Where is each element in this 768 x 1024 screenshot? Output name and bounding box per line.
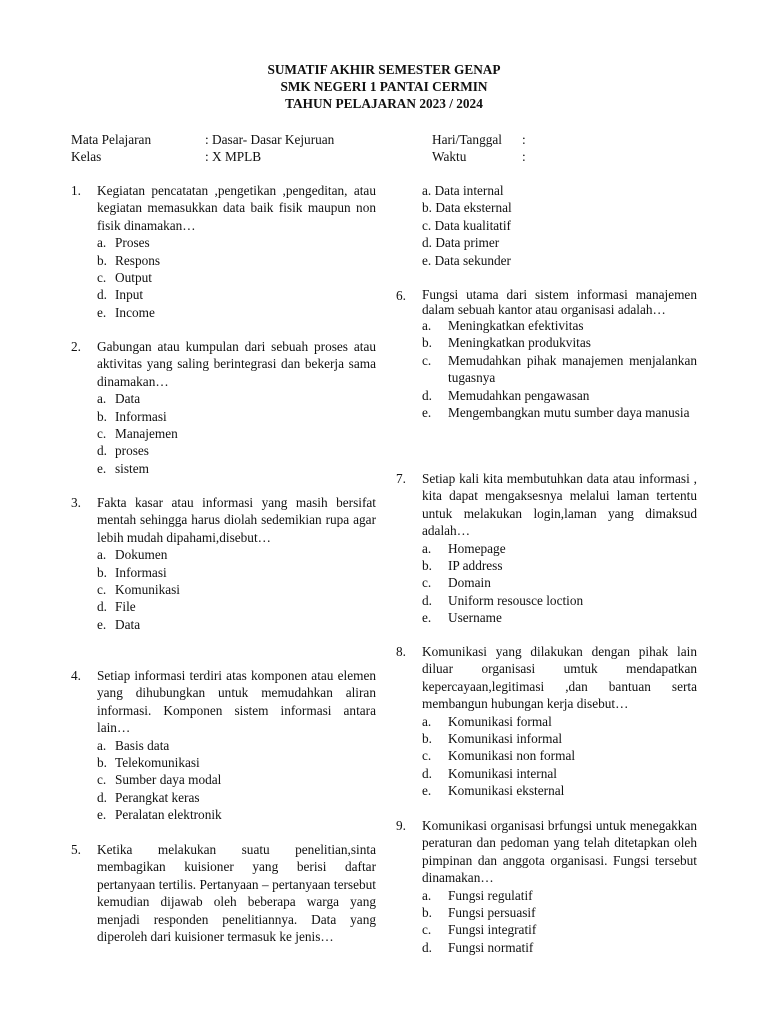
school-name: SMK NEGERI 1 PANTAI CERMIN <box>280 79 488 94</box>
option: a. Komunikasi formal <box>422 713 552 729</box>
option: a. Basis data <box>97 737 170 753</box>
question-text: Komunikasi organisasi brfungsi untuk menegakkan peraturan dan pedoman yang telah ditetapkan oleh pimpinan dan anggota organisasi. Fungsi tersebut dinamakan… <box>422 818 697 886</box>
option: a. Dokumen <box>97 547 168 563</box>
question-number: 4. <box>71 668 81 683</box>
class-label: Kelas <box>71 149 102 164</box>
question-text: Komunikasi yang dilakukan dengan pihak lain diluar organisasi umtuk mendapatkan kepercayaan,legitimasi ,dan bantuan serta membangun hubungan kerja disebut… <box>422 644 697 712</box>
option: c. Output <box>97 270 152 286</box>
option: d. File <box>97 599 136 615</box>
question-number: 7. <box>396 471 406 486</box>
subject-label: Mata Pelajaran <box>71 132 152 147</box>
question-number: 6. <box>396 288 406 303</box>
date-label: Hari/Tanggal <box>432 132 502 147</box>
question-text: Fungsi utama dari sistem informasi manajemen dalam sebuah kantor atau organisasi adalah… <box>422 287 697 317</box>
question-text: Fakta kasar atau informasi yang masih bersifat mentah sehingga harus diolah sedemikian rupa agar lebih mudah dipahami,disebut… <box>97 495 376 545</box>
question-number: 9. <box>396 818 406 833</box>
option: d. Perangkat keras <box>97 789 200 805</box>
option: b. Respons <box>97 252 161 268</box>
option: e. Komunikasi eksternal <box>422 783 565 799</box>
option: a. Fungsi regulatif <box>422 887 533 903</box>
option: b. Data eksternal <box>422 200 512 216</box>
subject-value: : Dasar- Dasar Kejuruan <box>205 132 335 147</box>
question-text: Kegiatan pencatatan ,pengetikan ,pengeditan, atau kegiatan memasukkan data baik fisik maupun non fisik dinamakan… <box>97 183 376 233</box>
option: b. Meningkatkan produkvitas <box>422 335 591 351</box>
question-6 <box>396 287 697 421</box>
option: d. Data primer <box>422 235 500 251</box>
question-text: Setiap informasi terdiri atas komponen atau elemen yang dihubungkan untuk memudahkan aliran informasi. Komponen sistem informasi antara lain… <box>97 668 376 736</box>
option: e. Username <box>422 610 502 626</box>
option: b. Informasi <box>97 564 167 580</box>
option: b. Informasi <box>97 408 167 424</box>
option: d. Uniform resousce loction <box>422 592 584 608</box>
question-text: Setiap kali kita membutuhkan data atau informasi , kita dapat mengaksesnya melalui laman tertentu untuk melakukan login,laman yang dimaksud adalah… <box>422 471 697 539</box>
option: b. Fungsi persuasif <box>422 905 536 921</box>
option: c. Domain <box>422 575 491 591</box>
question-5 <box>71 841 376 945</box>
exam-title: SUMATIF AKHIR SEMESTER GENAP <box>267 62 501 77</box>
question-number: 1. <box>71 183 81 198</box>
option: a. Proses <box>97 235 150 251</box>
question-9 <box>396 817 697 956</box>
question-3 <box>71 494 376 633</box>
option: c. Fungsi integratif <box>422 922 537 938</box>
option: d. proses <box>97 443 149 459</box>
option: e. Mengembangkan mutu sumber daya manusia <box>422 405 690 421</box>
option: c. Komunikasi <box>97 582 181 598</box>
option: e. sistem <box>97 460 149 476</box>
option: a. Meningkatkan efektivitas <box>422 318 584 333</box>
class-value: : X MPLB <box>205 149 262 164</box>
option: e. Data <box>97 616 141 632</box>
academic-year: TAHUN PELAJARAN 2023 / 2024 <box>285 96 483 111</box>
option: b. Komunikasi informal <box>422 731 563 747</box>
option: d. Input <box>97 287 144 303</box>
question-number: 5. <box>71 842 81 857</box>
option: b. IP address <box>422 558 503 574</box>
question-8 <box>396 643 697 800</box>
question-4 <box>71 667 376 824</box>
question-text: Gabungan atau kumpulan dari sebuah proses atau aktivitas yang saling berintegrasi dan bekerja sama dinamakan… <box>97 339 376 389</box>
option: a. Data <box>97 391 141 407</box>
time-value: : <box>522 149 526 164</box>
option: c. Manajemen <box>97 426 178 442</box>
option: e. Peralatan elektronik <box>97 807 222 823</box>
question-7 <box>396 470 697 627</box>
option: c. Memudahkan pihak manajemen menjalankan tugasnya <box>422 352 697 386</box>
question-number: 2. <box>71 339 81 354</box>
option: b. Telekomunikasi <box>97 755 200 771</box>
date-value: : <box>522 132 526 147</box>
option: d. Memudahkan pengawasan <box>422 387 590 403</box>
question-number: 3. <box>71 495 81 510</box>
option: c. Sumber daya modal <box>97 772 222 788</box>
option: a. Homepage <box>422 540 506 556</box>
option: d. Komunikasi internal <box>422 765 557 781</box>
question-text: Ketika melakukan suatu penelitian,sinta membagikan kuisioner yang berisi daftar pertanyaan tertilis. Pertanyaan – pertanyaan tersebut kemudian dijawab oleh beberapa warga yang menjadi responden penelitiannya. Data yang diperoleh dari kuisioner termasuk ke jenis… <box>97 842 376 945</box>
question-number: 8. <box>396 644 406 659</box>
option: c. Komunikasi non formal <box>422 748 576 764</box>
exam-header <box>0 61 768 112</box>
option: a. Data internal <box>422 183 504 198</box>
option: e. Data sekunder <box>422 252 511 268</box>
question-5-options <box>422 182 702 269</box>
option: d. Fungsi normatif <box>422 939 534 955</box>
question-1 <box>71 182 376 321</box>
option: c. Data kualitatif <box>422 217 511 233</box>
option: e. Income <box>97 304 155 320</box>
time-label: Waktu <box>432 149 467 164</box>
question-2 <box>71 338 376 477</box>
